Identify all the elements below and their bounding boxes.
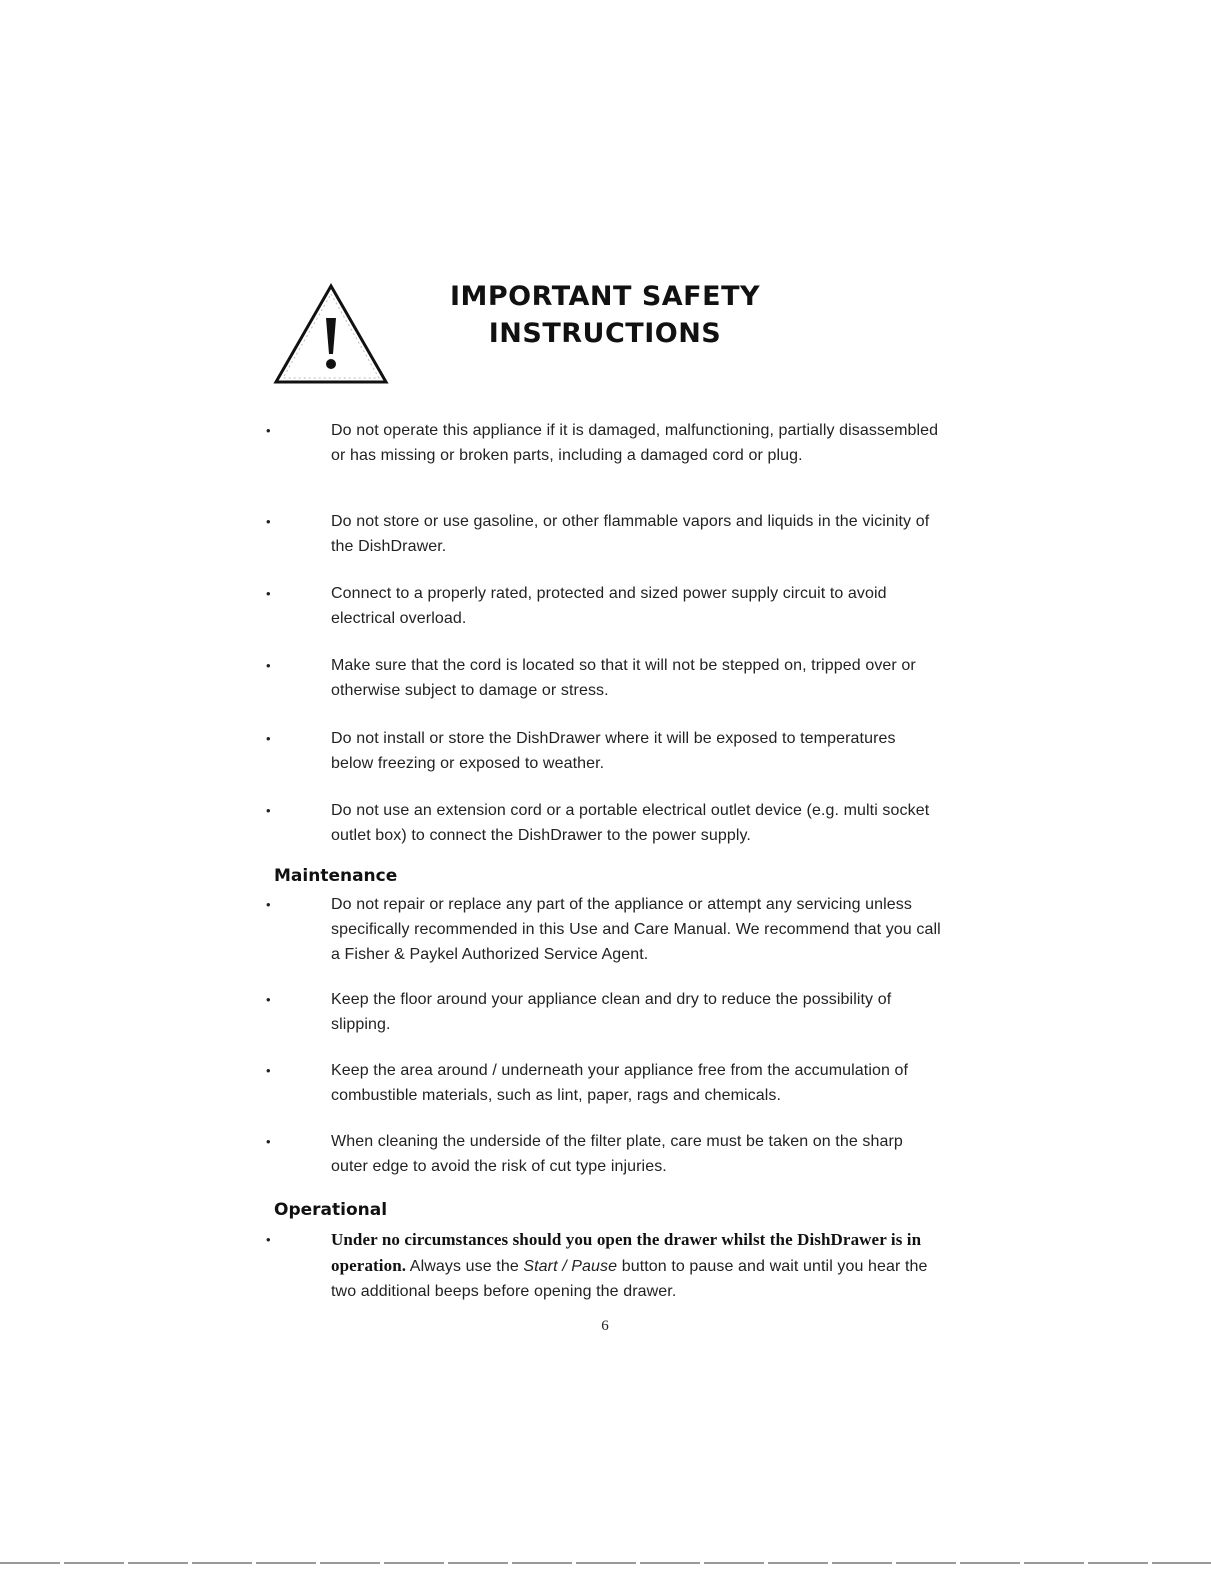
start-pause-button-reference: Start / Pause [523,1258,618,1275]
bullet: • [266,803,271,818]
text-segment: button to pause and wait until you hear the two additional beeps before opening the drawer. [331,1258,928,1300]
page-title-line-1: IMPORTANT SAFETY [449,281,761,312]
list-item-text: Keep the area around / underneath your appliance free from the accumulation of combustible materials, such as lint, paper, rags and chemicals. [331,1062,909,1104]
bullet: • [266,1063,271,1078]
bullet: • [266,1134,271,1149]
bullet: • [266,1232,271,1247]
page-title [400,278,810,352]
bullet: • [266,514,271,529]
bullet: • [266,992,271,1007]
list-item-text: Do not repair or replace any part of the appliance or attempt any servicing unless specifically recommended in this Use and Care Manual. We recommend that you call a Fisher & Paykel Authorized Service Agent. [331,896,941,963]
scan-edge-rule [0,1562,1211,1564]
list-item-text: When cleaning the underside of the filter plate, care must be taken on the sharp outer edge to avoid the risk of cut type injuries. [331,1133,903,1175]
bullet: • [266,423,271,438]
bullet: • [266,731,271,746]
list-item-text: Do not install or store the DishDrawer where it will be exposed to temperatures below freezing or exposed to weather. [331,730,896,772]
list-item-text [331,1227,941,1304]
bullet: • [266,586,271,601]
list-item-text: Keep the floor around your appliance clean and dry to reduce the possibility of slipping. [331,991,892,1033]
section-heading-operational: Operational [274,1200,388,1220]
section-heading-maintenance: Maintenance [274,866,398,886]
list-item-text: Do not use an extension cord or a portable electrical outlet device (e.g. multi socket outlet box) to connect the DishDrawer to the power supply. [331,802,930,844]
list-item-text: Make sure that the cord is located so that it will not be stepped on, tripped over or otherwise subject to damage or stress. [331,657,916,699]
list-item-text: Do not operate this appliance if it is damaged, malfunctioning, partially disassembled or has missing or broken parts, including a damaged cord or plug. [331,422,939,464]
warning-triangle-icon [272,282,390,386]
bullet: • [266,658,271,673]
bullet: • [266,897,271,912]
list-item-text: Do not store or use gasoline, or other flammable vapors and liquids in the vicinity of the DishDrawer. [331,513,930,555]
text-segment: Always use the [406,1258,524,1275]
page-number: 6 [601,1318,609,1334]
page-title-line-2: INSTRUCTIONS [488,318,722,349]
list-item-text: Connect to a properly rated, protected and sized power supply circuit to avoid electrical overload. [331,585,887,627]
warning-emphasis-text: Under no circumstances should you open the drawer whilst the DishDrawer is in operation. [331,1230,922,1275]
